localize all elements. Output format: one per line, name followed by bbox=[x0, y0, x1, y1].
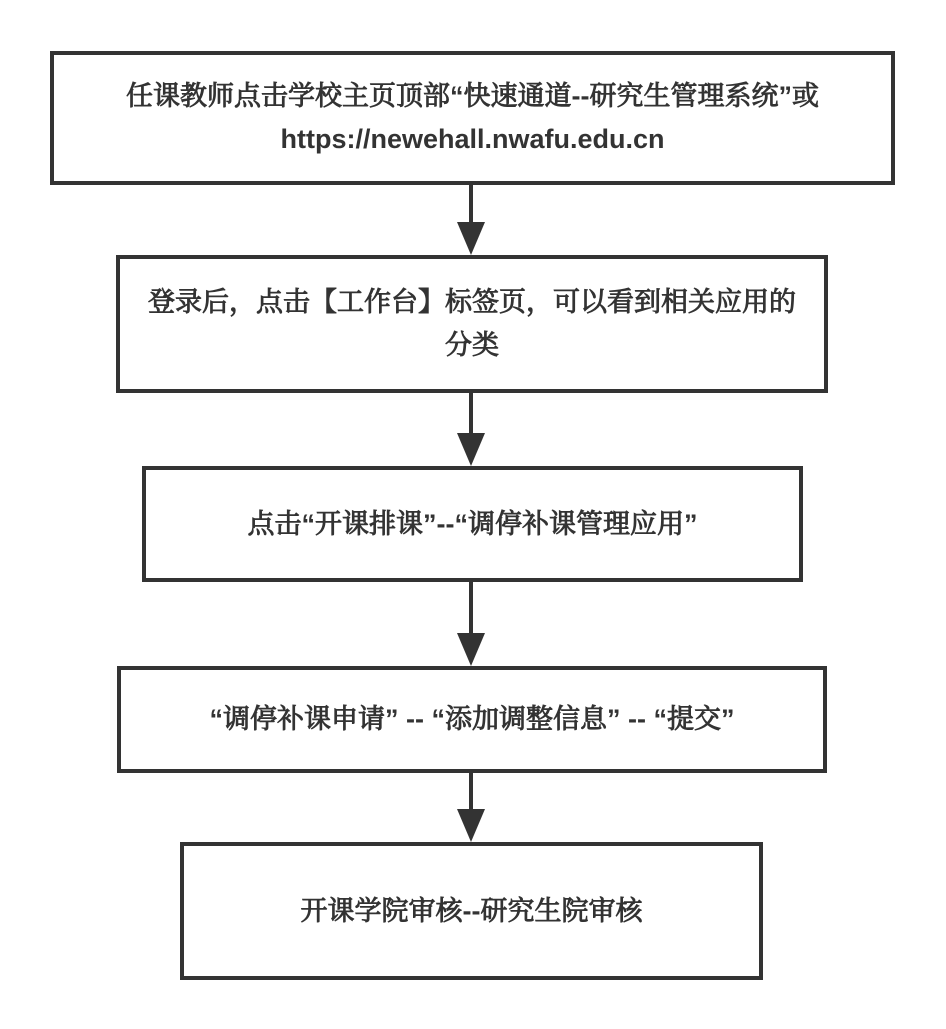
flow-step-1-text bbox=[54, 75, 891, 161]
arrow-head-icon bbox=[457, 809, 485, 842]
arrow-head-icon bbox=[457, 222, 485, 255]
arrow-shaft bbox=[469, 773, 473, 809]
arrow-head-icon bbox=[457, 433, 485, 466]
flow-step-2-line-2: 分类 bbox=[445, 330, 499, 360]
flow-step-4-line-1: “调停补课申请” -- “添加调整信息” -- “提交” bbox=[209, 704, 735, 734]
flow-step-4-text bbox=[121, 698, 823, 741]
flow-step-2-line-1: 登录后，点击【工作台】标签页，可以看到相关应用的 bbox=[148, 287, 796, 317]
flow-step-4 bbox=[117, 666, 827, 773]
flow-step-1 bbox=[50, 51, 895, 185]
flow-step-3-text bbox=[146, 503, 799, 546]
arrow-down-4 bbox=[457, 773, 485, 842]
flow-step-3 bbox=[142, 466, 803, 582]
flow-step-5-line-1: 开课学院审核--研究生院审核 bbox=[300, 895, 643, 926]
arrow-head-icon bbox=[457, 633, 485, 666]
arrow-shaft bbox=[469, 582, 473, 633]
arrow-shaft bbox=[469, 185, 473, 222]
flow-step-2 bbox=[116, 255, 828, 393]
arrow-down-3 bbox=[457, 582, 485, 666]
flow-step-1-url: https://newehall.nwafu.edu.cn bbox=[280, 124, 665, 154]
arrow-down-1 bbox=[457, 185, 485, 255]
flow-step-5-text bbox=[184, 890, 759, 933]
arrow-shaft bbox=[469, 393, 473, 433]
flow-step-3-line-1: 点击“开课排课”--“调停补课管理应用” bbox=[247, 508, 698, 539]
flow-step-1-line-1: 任课教师点击学校主页顶部“快速通道--研究生管理系统”或 bbox=[126, 81, 819, 111]
flow-step-2-text bbox=[120, 281, 824, 367]
flow-step-5 bbox=[180, 842, 763, 980]
arrow-down-2 bbox=[457, 393, 485, 466]
